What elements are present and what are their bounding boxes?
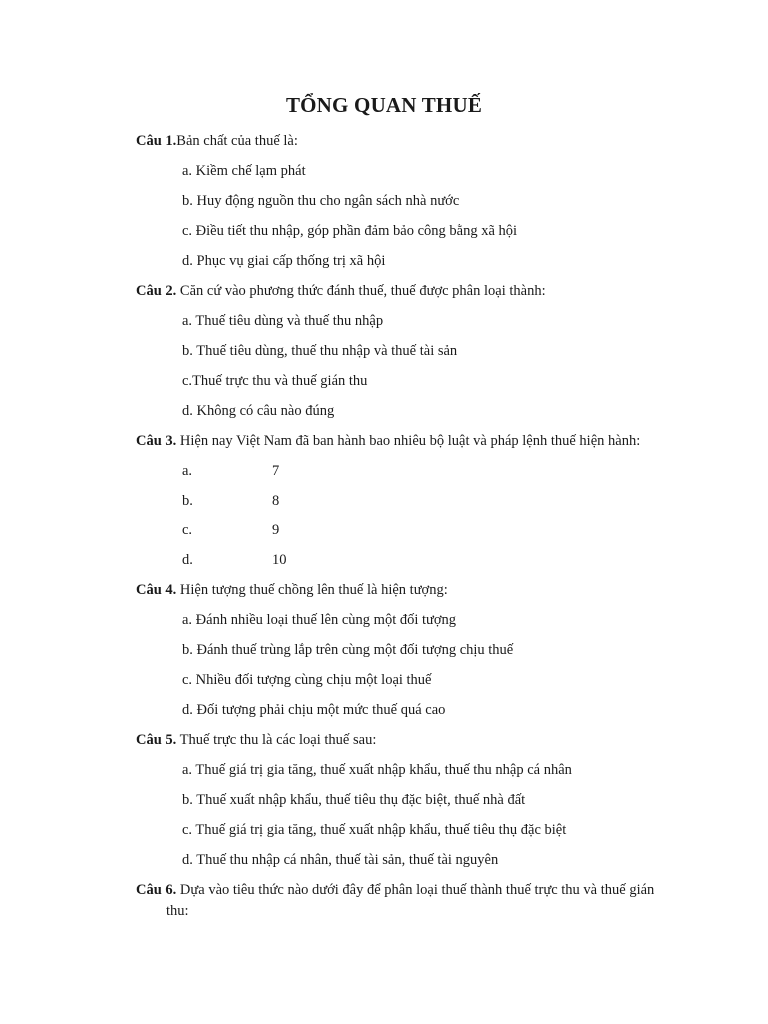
- question-6-text-continued: thu:: [166, 903, 189, 919]
- question-3-option-d-value: 10: [272, 552, 287, 568]
- question-3-option-c-value: 9: [272, 522, 280, 538]
- question-2-option-b: b. Thuế tiêu dùng, thuế thu nhập và thuế tài sản: [182, 343, 458, 359]
- question-5-option-d: d. Thuế thu nhập cá nhân, thuế tài sản, thuế tài nguyên: [182, 852, 499, 868]
- question-number: Câu 5.: [136, 732, 177, 748]
- question-number: Câu 2.: [136, 283, 177, 299]
- question-text: Bản chất của thuế là:: [176, 133, 298, 149]
- question-3-option-b-value: 8: [272, 493, 280, 509]
- question-text: Hiện nay Việt Nam đã ban hành bao nhiêu bộ luật và pháp lệnh thuế hiện hành:: [176, 433, 641, 449]
- question-5-option-b: b. Thuế xuất nhập khẩu, thuế tiêu thụ đặc biệt, thuế nhà đất: [182, 792, 526, 808]
- question-2: [136, 283, 546, 300]
- question-5: [136, 732, 376, 749]
- question-1-option-c: c. Điều tiết thu nhập, góp phần đảm bảo công bằng xã hội: [182, 223, 518, 239]
- question-1-option-d: d. Phục vụ giai cấp thống trị xã hội: [182, 253, 386, 269]
- question-2-option-c: c.Thuế trực thu và thuế gián thu: [182, 373, 368, 389]
- question-number: Câu 3.: [136, 433, 177, 449]
- question-1-option-a: a. Kiềm chế lạm phát: [182, 163, 306, 179]
- question-4-option-a: a. Đánh nhiều loại thuế lên cùng một đối tượng: [182, 612, 457, 628]
- question-4-option-d: d. Đối tượng phải chịu một mức thuế quá cao: [182, 702, 446, 718]
- question-text: Hiện tượng thuế chồng lên thuế là hiện tượng:: [176, 582, 448, 598]
- question-text: Thuế trực thu là các loại thuế sau:: [176, 732, 377, 748]
- question-number: Câu 1.: [136, 133, 177, 149]
- question-1-option-b: b. Huy động nguồn thu cho ngân sách nhà nước: [182, 193, 460, 209]
- question-text: Dựa vào tiêu thức nào dưới đây để phân loại thuế thành thuế trực thu và thuế gián: [176, 882, 655, 898]
- question-3-option-c-letter: c.: [182, 522, 193, 538]
- document-title: TỔNG QUAN THUẾ: [285, 93, 483, 117]
- question-5-option-a: a. Thuế giá trị gia tăng, thuế xuất nhập khẩu, thuế thu nhập cá nhân: [182, 762, 572, 778]
- question-6: [136, 882, 654, 899]
- question-text: Căn cứ vào phương thức đánh thuế, thuế được phân loại thành:: [176, 283, 546, 299]
- question-3-option-d-letter: d.: [182, 552, 193, 568]
- question-4: [136, 582, 448, 599]
- question-3: [136, 433, 640, 450]
- question-4-option-c: c. Nhiều đối tượng cùng chịu một loại thuế: [182, 672, 432, 688]
- question-2-option-a: a. Thuế tiêu dùng và thuế thu nhập: [182, 313, 384, 329]
- question-1: [136, 133, 298, 150]
- question-number: Câu 6.: [136, 882, 177, 898]
- question-3-option-a-value: 7: [272, 463, 280, 479]
- question-3-option-a-letter: a.: [182, 463, 193, 479]
- question-number: Câu 4.: [136, 582, 177, 598]
- question-3-option-b-letter: b.: [182, 493, 193, 509]
- question-4-option-b: b. Đánh thuế trùng lắp trên cùng một đối tượng chịu thuế: [182, 642, 514, 658]
- question-2-option-d: d. Không có câu nào đúng: [182, 403, 335, 419]
- question-5-option-c: c. Thuế giá trị gia tăng, thuế xuất nhập khẩu, thuế tiêu thụ đặc biệt: [182, 822, 567, 838]
